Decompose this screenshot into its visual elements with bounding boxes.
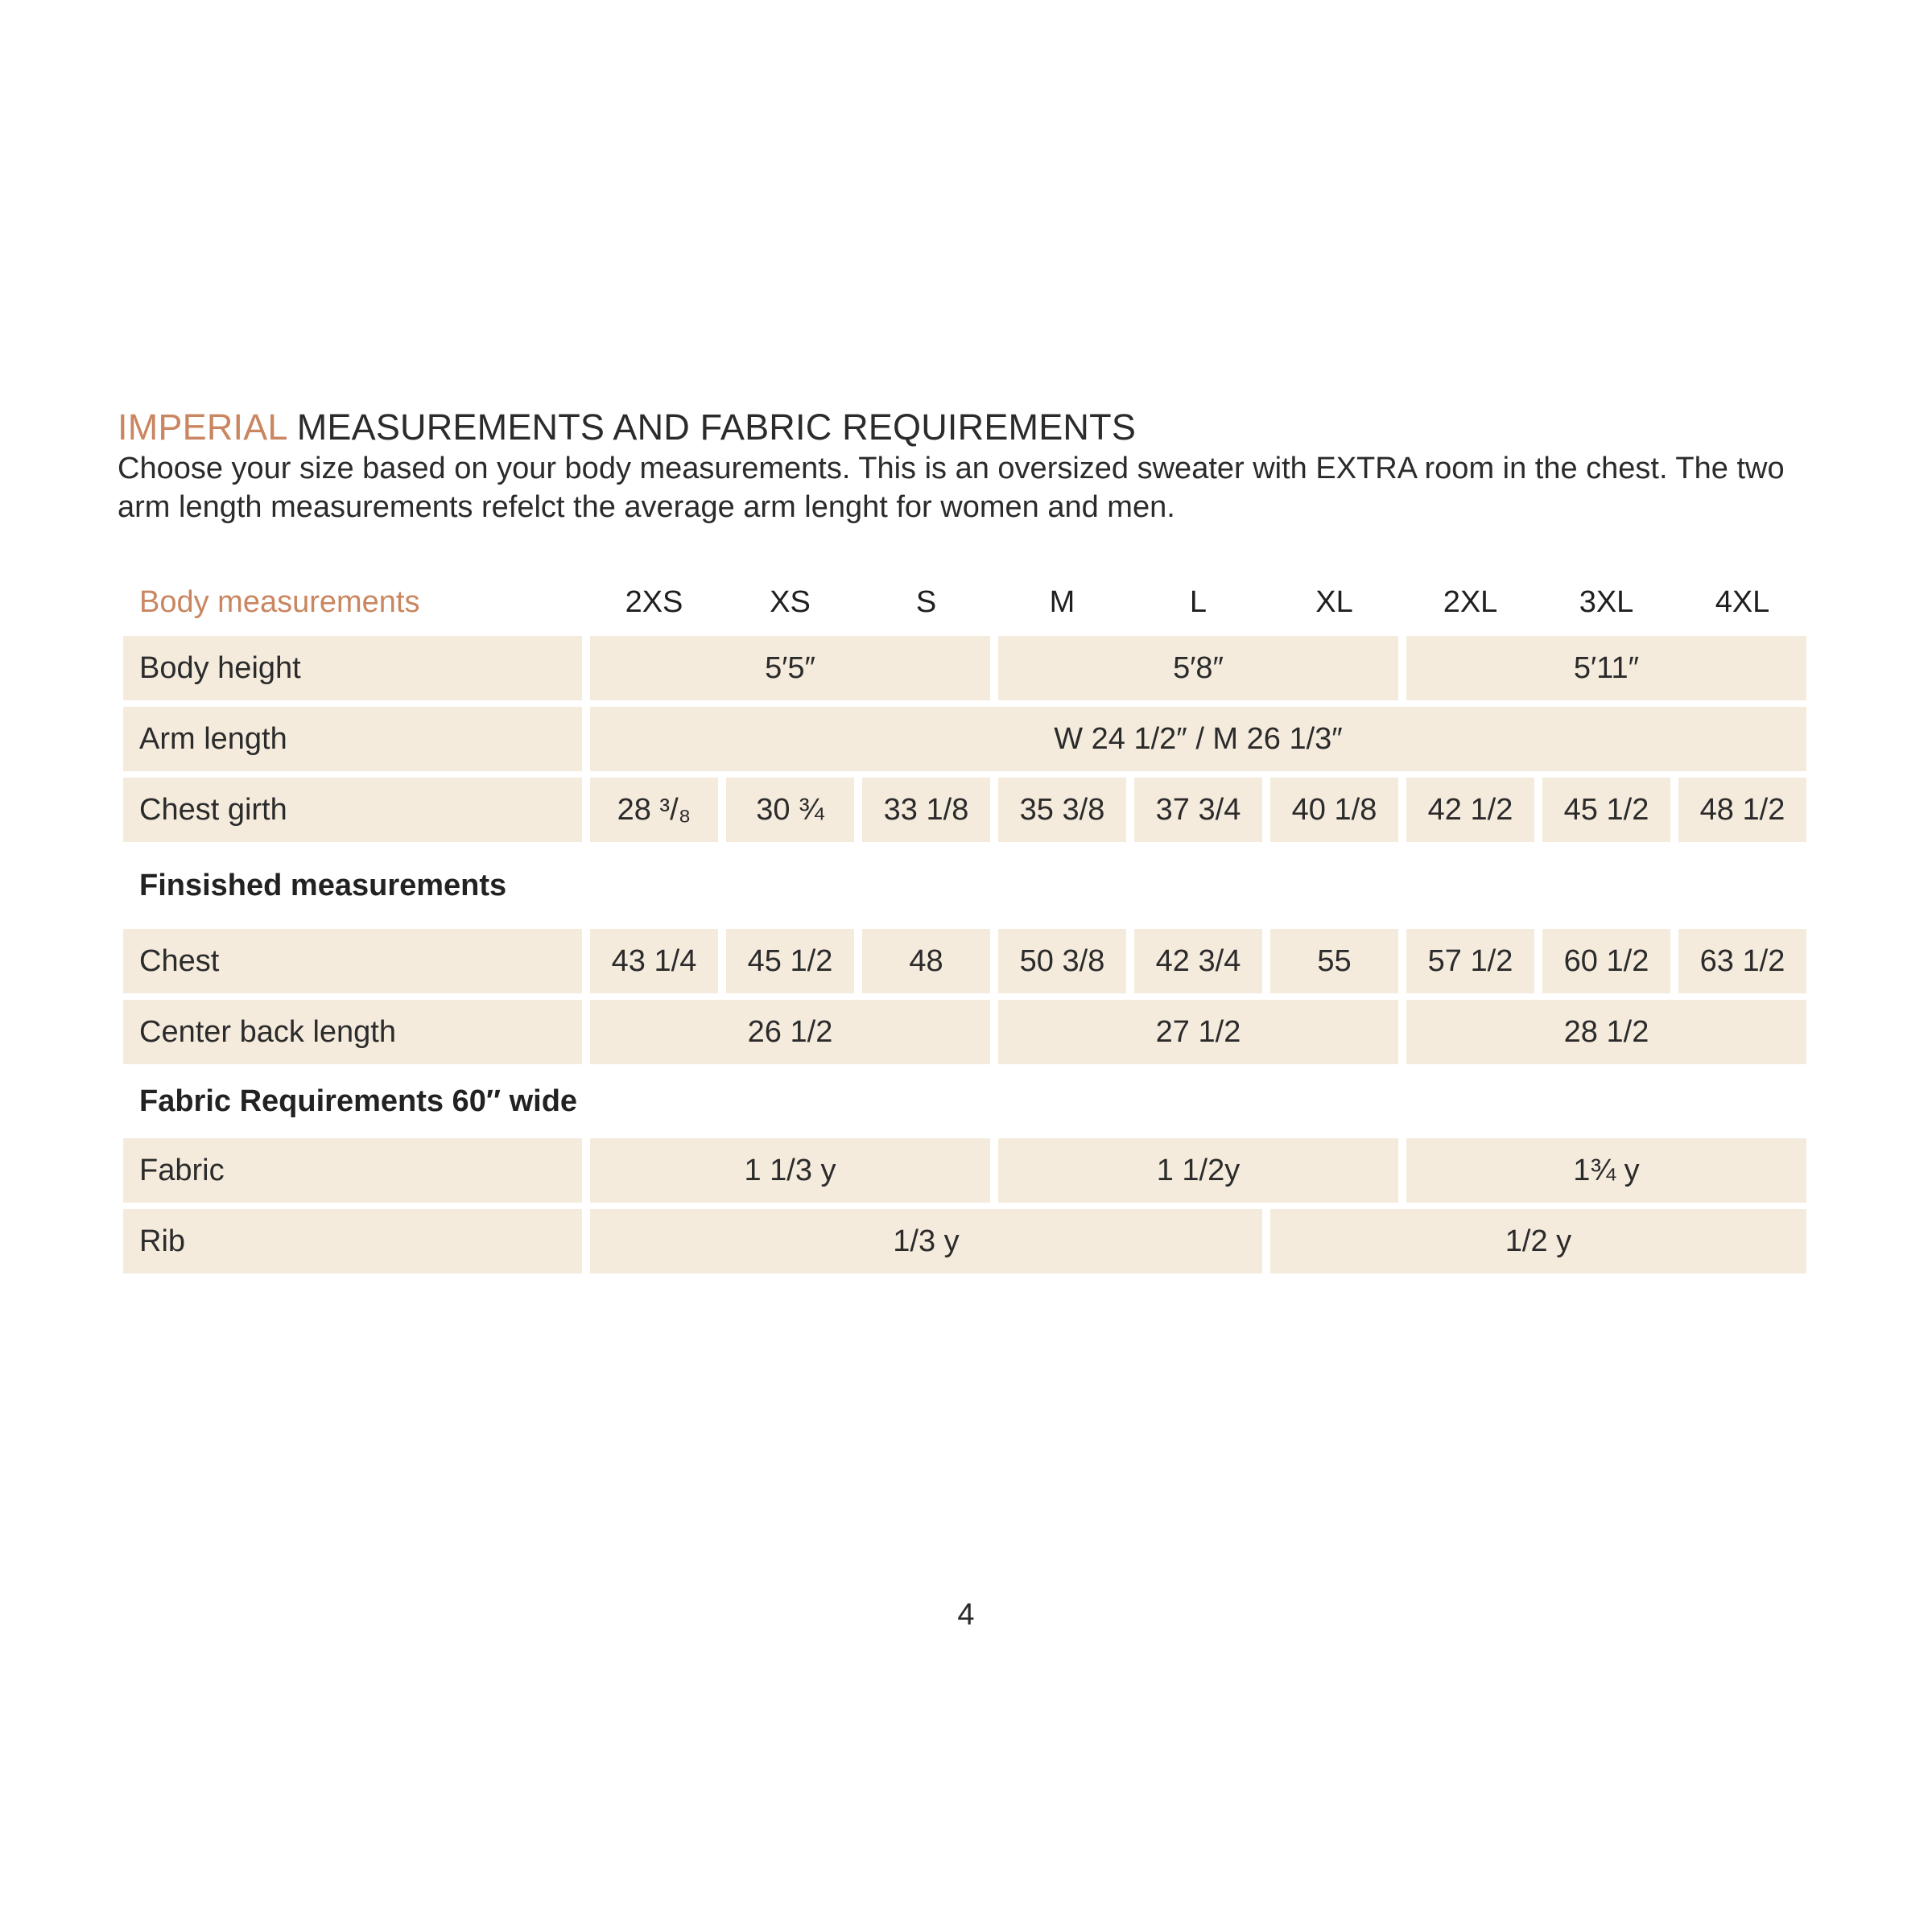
size-header: L	[1189, 584, 1208, 619]
chest-girth-value: 42 1/2	[1406, 778, 1534, 842]
size-header: XL	[1315, 584, 1353, 619]
intro-line-2: arm length measurements refelct the average arm lenght for women and men.	[118, 490, 1175, 524]
intro-line-1: Choose your size based on your body measurements. This is an oversized sweater with EXTRA room in the chest. The two	[118, 452, 1785, 485]
intro-text	[118, 449, 1848, 526]
chest-girth-value: 40 1/8	[1270, 778, 1398, 842]
body-height-value: 5′11″	[1406, 636, 1806, 700]
row-label-rib: Rib	[123, 1209, 582, 1274]
size-header: 2XL	[1443, 584, 1498, 619]
page-number: 4	[957, 1598, 975, 1632]
row-label-center-back-length: Center back length	[123, 1000, 582, 1064]
row-label-chest: Chest	[123, 929, 582, 993]
header-body-measurements: Body measurements	[139, 584, 420, 619]
chest-girth-value: 35 3/8	[998, 778, 1126, 842]
title-accent: IMPERIAL	[118, 407, 287, 448]
section-fabric-requirements: Fabric Requirements 60″ wide	[139, 1084, 578, 1118]
chest-girth-value: 37 3/4	[1134, 778, 1262, 842]
size-header: XS	[770, 584, 811, 619]
center-back-value: 26 1/2	[590, 1000, 990, 1064]
chest-value: 48	[862, 929, 990, 993]
row-label-body-height: Body height	[123, 636, 582, 700]
chest-girth-value: 28 ³/₈	[590, 778, 718, 842]
chest-value: 63 1/2	[1678, 929, 1806, 993]
chest-value: 43 1/4	[590, 929, 718, 993]
arm-length-value: W 24 1/2″ / M 26 1/3″	[590, 707, 1806, 771]
row-label-fabric: Fabric	[123, 1138, 582, 1203]
row-label-chest-girth: Chest girth	[123, 778, 582, 842]
size-header: 2XS	[625, 584, 683, 619]
title-rest: MEASUREMENTS AND FABRIC REQUIREMENTS	[296, 407, 1137, 448]
size-header: M	[1049, 584, 1075, 619]
body-height-value: 5′8″	[998, 636, 1398, 700]
center-back-value: 28 1/2	[1406, 1000, 1806, 1064]
rib-value: 1/3 y	[590, 1209, 1262, 1274]
fabric-value: 1 1/2y	[998, 1138, 1398, 1203]
center-back-value: 27 1/2	[998, 1000, 1398, 1064]
chest-value: 45 1/2	[726, 929, 854, 993]
body-height-value: 5′5″	[590, 636, 990, 700]
size-table	[123, 568, 1804, 1274]
fabric-value: 1¾ y	[1406, 1138, 1806, 1203]
chest-value: 60 1/2	[1542, 929, 1670, 993]
chest-value: 42 3/4	[1134, 929, 1262, 993]
chest-girth-value: 33 1/8	[862, 778, 990, 842]
row-label-arm-length: Arm length	[123, 707, 582, 771]
chest-girth-value: 30 ¾	[726, 778, 854, 842]
fabric-value: 1 1/3 y	[590, 1138, 990, 1203]
chest-value: 50 3/8	[998, 929, 1126, 993]
section-finished-measurements: Finsished measurements	[139, 868, 507, 902]
size-header: 4XL	[1715, 584, 1770, 619]
size-header: S	[915, 584, 937, 619]
chest-value: 57 1/2	[1406, 929, 1534, 993]
chest-value: 55	[1270, 929, 1398, 993]
size-header: 3XL	[1579, 584, 1634, 619]
rib-value: 1/2 y	[1270, 1209, 1806, 1274]
chest-girth-value: 48 1/2	[1678, 778, 1806, 842]
page-title	[118, 407, 1136, 448]
chest-girth-value: 45 1/2	[1542, 778, 1670, 842]
